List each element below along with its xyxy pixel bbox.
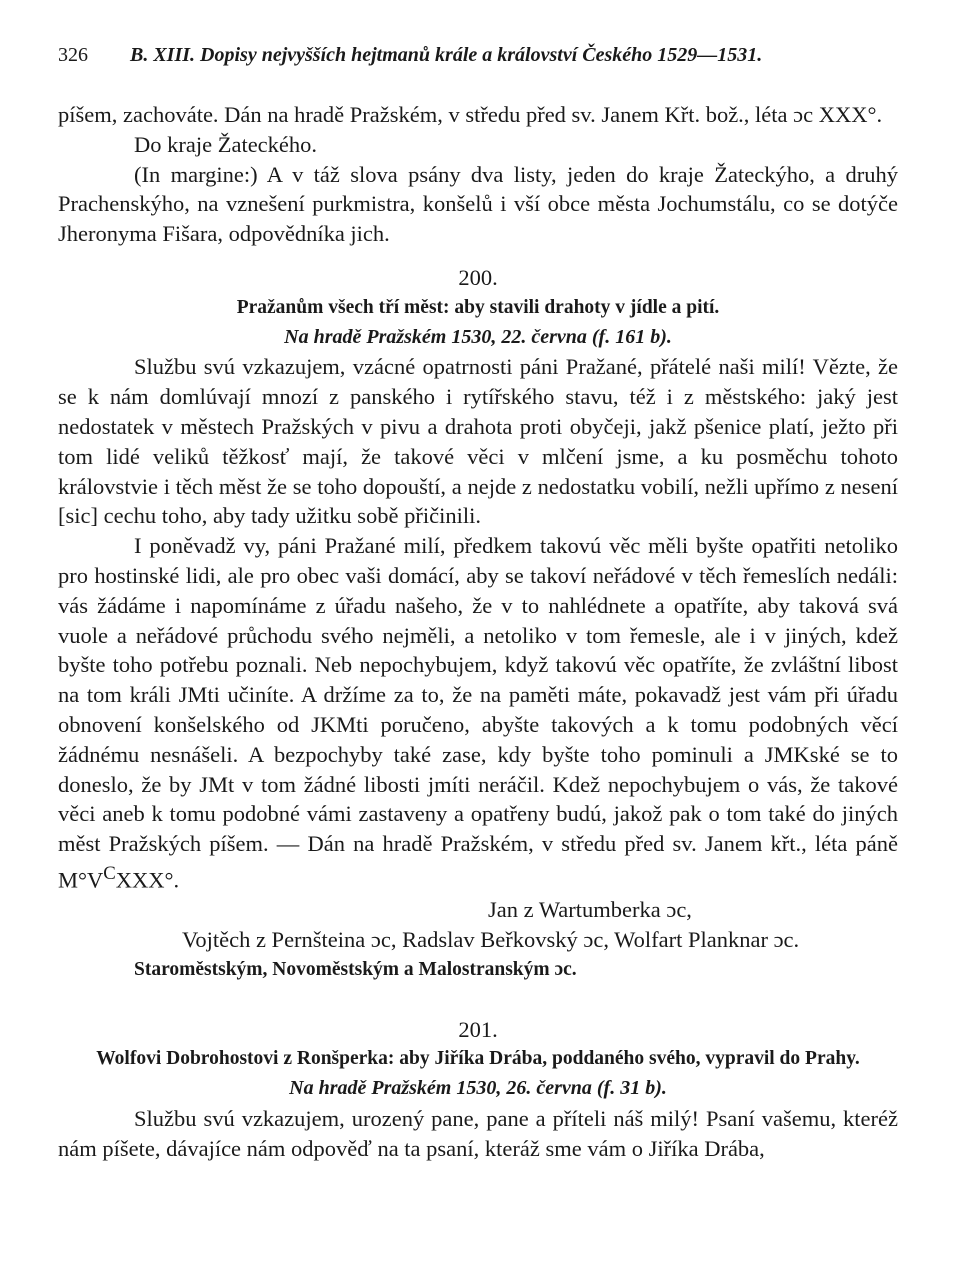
margin-note: (In margine:) A v táž slova psány dva listy, jeden do kraje Žateckýho, a druhý Prachenskýho, na vznešení purkmistra, konšelů i vší obce města Jochumstálu, co se dotýče Jheronyma Fišara, odpovědníka jich. xyxy=(58,161,898,247)
running-header xyxy=(58,44,918,67)
letter-201-number: 201. xyxy=(458,1016,498,1042)
signature-line-2: Vojtěch z Pernšteina ɔc, Radslav Beřkovský ɔc, Wolfart Planknar ɔc. xyxy=(182,927,800,953)
letter-200-summary: Pražanům všech tří měst: aby stavili drahoty v jídle a pití. xyxy=(236,296,720,318)
letter-200-superscript: C xyxy=(103,862,116,884)
previous-letter-region: Do kraje Žateckého. xyxy=(134,131,318,157)
letter-200-date: Na hradě Pražském 1530, 22. června (f. 161 b). xyxy=(284,325,672,348)
letter-201-paragraph-1: Službu svú vzkazujem, urozený pane, pane a příteli náš milý! Psaní vašemu, kteréž nám píšete, dávajíce nám odpověď na ta psaní, kteráž sme vám o Jiříka Drába, xyxy=(58,1106,898,1161)
previous-letter-ending: píšem, zachováte. Dán na hradě Pražském, v středu před sv. Janem Křt. bož., léta ɔc XXX°. xyxy=(58,102,883,127)
section-gap xyxy=(58,985,898,1001)
letter-201-summary: Wolfovi Dobrohostovi z Ronšperka: aby Jiříka Drába, poddaného svého, vypravil do Prahy. xyxy=(96,1048,860,1070)
letter-200-paragraph-2 xyxy=(58,531,898,895)
signature-line-1: Jan z Wartumberka ɔc, xyxy=(488,897,692,923)
document-body xyxy=(58,100,898,1164)
letter-200-number: 200. xyxy=(458,264,498,290)
letter-200-paragraph-2-text: I poněvadž vy, páni Pražané milí, předkem takovú věc měli byšte opatřiti netoliko pro hostinské lidi, ale pro obec vaši domácí, aby se takoví neřádové v těch řemeslích nedáli: vás žádáme i napomínáme z úřadu našeho, že v to nahlédnete a opatříte, aby taková svá vuole a neřádové průchodu svého nejměli, a netoliko v tom řemesle, ale i v jiných, kdež byšte toho potřebu poznali. Neb nepochybujem, když takovú věc opatříte, že zvláštní libost na tom králi JMti učiníte. A držíme za to, že na paměti máte, pokavadž jest vám při úřadu obnovení konšelského od JKMti poručeno, abyšte takových a k tomu podobných věcí žádnému nesnášeli. A bezpochyby také zase, kdy byšte toho pominuli a JMKské se to doneslo, že by JMt v tom žádné libosti jmíti neráčil. Kdež nepochybujem o vás, že takové věci aneb k tomu podobné vámi zastaveny a opatřeny budú, jakož pak o tom také do jiných měst Pražských píšem. — Dán na hradě Pražském, v středu před sv. Janem křt., léta páně M°V xyxy=(58,533,898,893)
letter-201-date: Na hradě Pražském 1530, 26. června (f. 31 b). xyxy=(289,1077,667,1100)
letter-200-paragraph-2-tail: XXX°. xyxy=(115,867,180,893)
letter-200-address: Staroměstským, Novoměstským a Malostranským ɔc. xyxy=(134,958,577,980)
running-title: B. XIII. Dopisy nejvyšších hejtmanů krále a království Českého 1529—1531. xyxy=(130,44,763,66)
letter-200-paragraph-1: Službu svú vzkazujem, vzácné opatrnosti páni Pražané, přátelé naši milí! Vězte, že se k nám domlúvají mnozí z panského i rytířského stavu, též i z městského: jaký jest nedostatek v městech Pražských v pivu a drahota proti obyčeji, jakž pšenice platí, ježto při tom lidé veliků těžkosť mají, že takové věci v mlčení jsme, a ku posměchu tohoto královstvie i těch měst že se toho dopouští, a nejde z nedostatku vobilí, nežli upřímo z nesení [sic] cechu toho, aby tady užitku sobě přičinili. xyxy=(58,354,898,529)
page-number: 326 xyxy=(58,44,88,66)
